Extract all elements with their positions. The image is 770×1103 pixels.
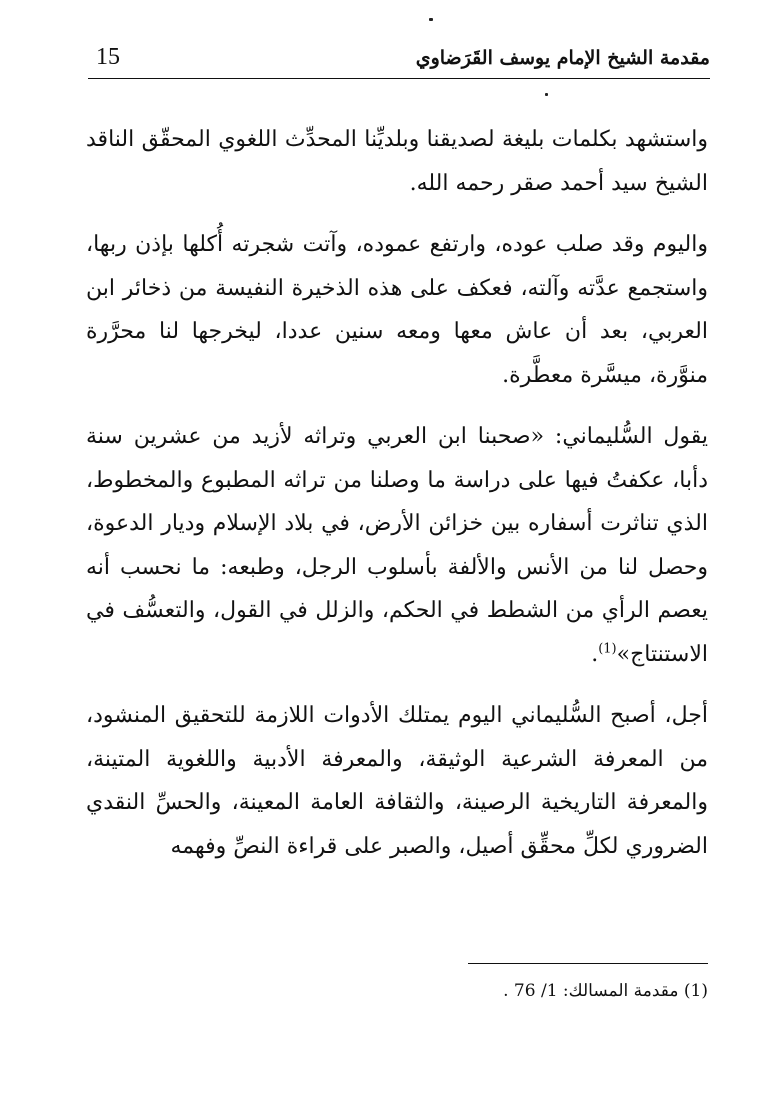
page-number: 15 — [96, 44, 120, 70]
ink-speck — [429, 18, 433, 21]
ink-speck — [545, 93, 548, 96]
body-text — [86, 118, 708, 886]
footnote-rule — [468, 963, 708, 964]
footnote: (1) مقدمة المسالك: 1/ 76 . — [503, 981, 708, 1001]
footnote-reference[interactable]: (1) — [598, 641, 617, 657]
running-title: مقدمة الشيخ الإمام يوسف القَرَضاوي — [415, 47, 710, 69]
paragraph-3-text: يقول السُّليماني: «صحبنا ابن العربي وتراثه لأزيد من عشرين سنة دأبا، عكفتُ فيها على دراسة ما وصلنا من تراثه المطبوع والمخطوط، الذي تناثرت أسفاره بين خزائن الأرض، في بلاد الإسلام وديار الدعوة، وحصل لنا من الأنس والألفة بأسلوب الرجل، وطبعه: ما نحسب أنه يعصم الرأي من الشطط في الحكم، والزلل في القول، والتعسُّف في الاستنتاج» — [86, 424, 709, 667]
paragraph-2: واليوم وقد صلب عوده، وارتفع عموده، وآتت شجرته أُكلها بإذن ربها، واستجمع عدَّته وآلته، فعكف على هذه الذخيرة النفيسة من ذخائر ابن العربي، بعد أن عاش معها ومعه سنين عددا، ليخرجها لنا محرَّرة منوَّرة، ميسَّرة معطَّرة. — [86, 232, 708, 388]
header-rule — [88, 78, 710, 79]
paragraph-4: أجل، أصبح السُّليماني اليوم يمتلك الأدوات اللازمة للتحقيق المنشود، من المعرفة الشرعية الوثيقة، والمعرفة الأدبية واللغوية المتينة، والمعرفة التاريخية الرصينة، والثقافة العامة المعينة، والحسِّ النقدي الضروري لكلِّ محقِّق أصيل، والصبر على قراءة النصِّ وفهمه — [86, 703, 708, 859]
paragraph-3 — [86, 415, 708, 676]
paragraph-1: واستشهد بكلمات بليغة لصديقنا وبلديِّنا المحدِّث اللغوي المحقّق الناقد الشيخ سيد أحمد صقر رحمه الله. — [86, 127, 708, 196]
paragraph-3-end: . — [591, 641, 599, 667]
page-header — [88, 42, 710, 82]
